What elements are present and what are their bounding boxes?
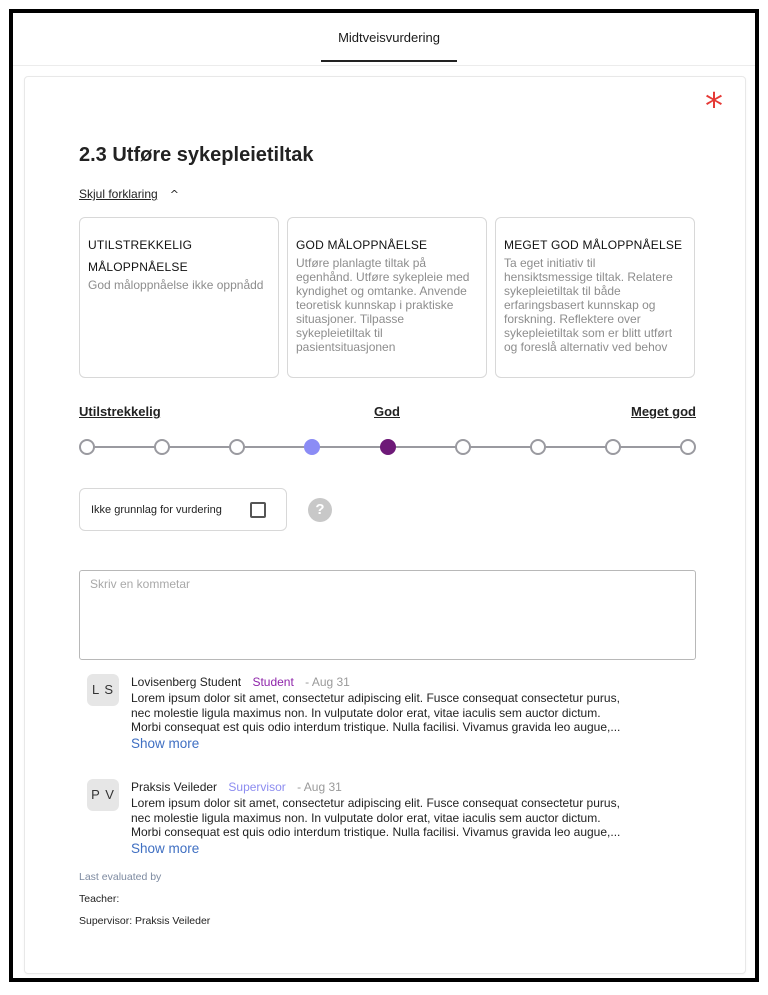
tab-bar	[13, 13, 755, 66]
slider-step-1[interactable]	[79, 439, 95, 455]
comment-date: - Aug 31	[297, 780, 342, 794]
required-asterisk-icon: *	[705, 86, 723, 127]
slider-step-9[interactable]	[680, 439, 696, 455]
comment-text-line: Lorem ipsum dolor sit amet, consectetur adipiscing elit. Fusce consequat consectetur purus,	[131, 691, 620, 705]
level-description: Ta eget initiativ til hensiktsmessige tiltak. Relatere sykepleietiltak til både erfaringsbasert kunnskap og forskning. Reflektere over sykepleietiltak som er blitt utført og foreslå alternativ ved behov	[504, 256, 673, 354]
level-descriptions	[79, 217, 696, 378]
level-heading: GOD MÅLOPPNÅELSE	[296, 238, 428, 252]
avatar: L S	[87, 674, 119, 706]
level-card-meget-god	[495, 217, 695, 378]
scale-labels	[79, 404, 696, 422]
comment-date: - Aug 31	[305, 675, 350, 689]
slider-step-2[interactable]	[154, 439, 170, 455]
slider-step-3[interactable]	[229, 439, 245, 455]
app-window	[9, 9, 759, 982]
level-description: Utføre planlagte tiltak på egenhånd. Utføre sykepleie med kyndighet og omtanke. Anvende teoretisk kunnskap i praktiske situasjoner. Tilpasse sykepleietiltak til pasientsituasjonen	[296, 256, 470, 354]
tab-midtveisvurdering[interactable]: Midtveisvurdering	[338, 30, 440, 45]
scale-label-mid: God	[374, 404, 400, 419]
comment-text-line: Lorem ipsum dolor sit amet, consectetur adipiscing elit. Fusce consequat consectetur purus,	[131, 796, 620, 810]
slider-step-supervisor-selected[interactable]	[380, 439, 396, 455]
comment-input[interactable]	[79, 570, 696, 660]
level-description: God måloppnåelse ikke oppnådd	[88, 278, 264, 292]
level-heading-line2: MÅLOPPNÅELSE	[88, 260, 188, 274]
section-title: 2.3 Utføre sykepleietiltak	[79, 144, 314, 166]
comment-author: Lovisenberg Student	[131, 675, 242, 689]
comment-role-badge: Student	[252, 675, 294, 689]
comment-text-line: Morbi consequat est quis odio interdum tristique. Nulla facilisi. Vivamus gravida leo augue,...	[131, 720, 621, 734]
toggle-explanation-label[interactable]: Skjul forklaring	[79, 187, 158, 201]
assessment-card	[24, 76, 746, 974]
level-card-utilstrekkelig	[79, 217, 279, 378]
slider-step-7[interactable]	[530, 439, 546, 455]
scale-label-low: Utilstrekkelig	[79, 404, 161, 419]
chevron-up-icon[interactable]: ^	[169, 187, 179, 201]
slider-step-student-selected[interactable]	[304, 439, 320, 455]
help-icon[interactable]: ?	[308, 498, 332, 522]
no-basis-checkbox[interactable]	[250, 502, 266, 518]
last-evaluated-label: Last evaluated by	[79, 871, 162, 883]
scale-label-high: Meget god	[631, 404, 696, 419]
level-heading: MEGET GOD MÅLOPPNÅELSE	[504, 238, 683, 252]
comment-role-badge: Supervisor	[228, 780, 286, 794]
level-card-god	[287, 217, 487, 378]
comment-text-line: nec molestie ligula maximus non. In vulputate dolor erat, vitae iaculis sem auctor dictum.	[131, 705, 601, 720]
show-more-link[interactable]: Show more	[131, 840, 200, 856]
level-heading: UTILSTREKKELIG	[88, 238, 193, 252]
last-evaluated-supervisor: Supervisor: Praksis Veileder	[79, 915, 211, 927]
avatar: P V	[87, 779, 119, 811]
slider-step-6[interactable]	[455, 439, 471, 455]
comment-text-line: nec molestie ligula maximus non. In vulputate dolor erat, vitae iaculis sem auctor dictum.	[131, 810, 601, 825]
active-tab-indicator	[321, 60, 457, 62]
no-basis-label: Ikke grunnlag for vurdering	[91, 503, 222, 516]
toggle-explanation-button[interactable]	[79, 187, 179, 201]
slider-step-8[interactable]	[605, 439, 621, 455]
comment-text-line: Morbi consequat est quis odio interdum tristique. Nulla facilisi. Vivamus gravida leo augue,...	[131, 825, 621, 839]
no-basis-option[interactable]	[79, 488, 287, 531]
rating-slider[interactable]	[79, 437, 696, 457]
comment-author: Praksis Veileder	[131, 780, 218, 794]
last-evaluated-teacher: Teacher:	[79, 893, 120, 905]
show-more-link[interactable]: Show more	[131, 735, 200, 751]
